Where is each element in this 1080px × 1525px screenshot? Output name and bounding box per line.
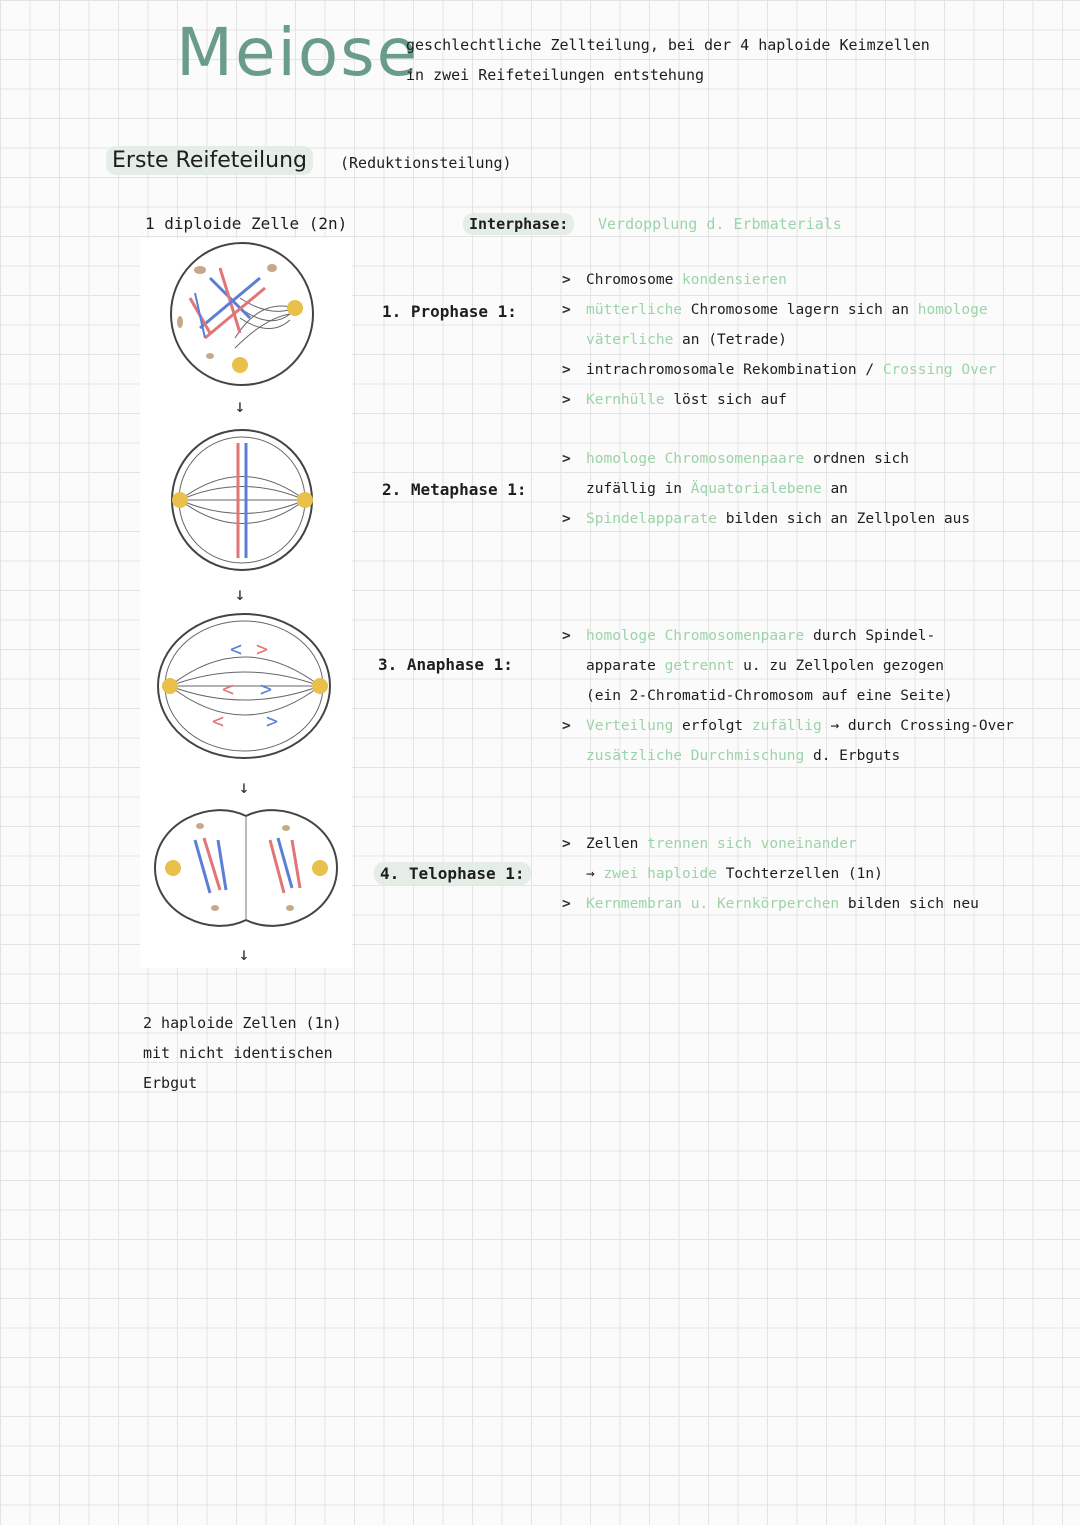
anaphase-cell <box>158 614 330 758</box>
phase-text-fragment: Verteilung <box>586 718 674 734</box>
phase-text-fragment: Zellen <box>586 836 639 852</box>
bullet-arrow: > <box>562 451 571 467</box>
bullet-arrow: > <box>562 362 571 378</box>
phase-text-fragment: getrennt <box>664 658 735 674</box>
svg-text:>: > <box>260 677 273 701</box>
phase-description-line <box>586 628 935 644</box>
bullet-arrow: > <box>562 718 571 734</box>
phase-text-fragment: Chromosome <box>586 272 674 288</box>
phase-text-fragment: → <box>586 866 595 882</box>
phase-text-fragment: bilden sich neu <box>847 896 979 912</box>
bullet-arrow: > <box>562 272 571 288</box>
result-line-2: mit nicht identischen <box>143 1044 333 1062</box>
phase-text-fragment: homologe Chromosomenpaare <box>586 628 805 644</box>
definition-line-2: in zwei Reifeteilungen entstehung <box>406 66 705 84</box>
prophase-cell <box>171 243 313 385</box>
bullet-arrow: > <box>562 628 571 644</box>
down-arrow-4: ↓ <box>238 944 250 965</box>
meiosis-diagram-svg <box>140 238 352 968</box>
phase-description-line <box>586 481 848 497</box>
svg-text:<: < <box>212 709 225 733</box>
svg-text:<: < <box>230 637 243 661</box>
phase-text-fragment: durch Spindel- <box>812 628 936 644</box>
phase-text-fragment: zwei haploide <box>603 866 717 882</box>
phase-text-fragment: bilden sich an Zellpolen aus <box>725 511 971 527</box>
phase-text-fragment: zufällig in <box>586 481 683 497</box>
phase-text-fragment: an <box>830 481 848 497</box>
phase-description-line <box>586 272 787 288</box>
phase-text-fragment: kondensieren <box>682 272 787 288</box>
down-arrow-3: ↓ <box>238 777 250 798</box>
phase-description-line <box>586 836 857 852</box>
phase-description-line <box>586 332 787 348</box>
phase-label-metaphase: 2. Metaphase 1: <box>382 480 527 499</box>
phase-text-fragment: mütterliche <box>586 302 683 318</box>
bullet-arrow: > <box>562 392 571 408</box>
phase-text-fragment: trennen sich voneinander <box>647 836 857 852</box>
phase-description-line <box>586 392 787 408</box>
phase-text-fragment: zufällig <box>751 718 822 734</box>
phase-text-fragment: homologe <box>917 302 988 318</box>
svg-text:>: > <box>256 637 269 661</box>
phase-text-fragment: (ein 2-Chromatid-Chromosom auf eine Seite) <box>586 688 953 704</box>
phase-text-fragment: Spindelapparate <box>586 511 717 527</box>
phase-text-fragment: Kernmembran u. Kernkörperchen <box>586 896 840 912</box>
phase-description-line <box>586 362 996 378</box>
phase-description-line <box>586 866 883 882</box>
phase-text-fragment: homologe Chromosomenpaare <box>586 451 805 467</box>
phase-text-fragment: löst sich auf <box>673 392 787 408</box>
section-title: Erste Reifeteilung <box>106 146 313 175</box>
phase-text-fragment: Äquatorialebene <box>690 481 822 497</box>
phase-text-fragment: Kernhülle <box>586 392 665 408</box>
phase-text-fragment: intrachromosomale Rekombination / <box>586 362 875 378</box>
meiosis-diagram <box>140 238 352 968</box>
phase-text-fragment: väterliche <box>586 332 674 348</box>
bullet-arrow: > <box>562 836 571 852</box>
phase-text-fragment: an (Tetrade) <box>682 332 787 348</box>
svg-text:<: < <box>222 677 235 701</box>
section-subtitle: (Reduktionsteilung) <box>340 154 512 172</box>
phase-description-line <box>586 896 979 912</box>
phase-text-fragment: ordnen sich <box>812 451 910 467</box>
result-line-3: Erbgut <box>143 1074 198 1092</box>
bullet-arrow: > <box>562 511 571 527</box>
phase-description-line <box>586 511 970 527</box>
phase-text-fragment: u. zu Zellpolen gezogen <box>743 658 944 674</box>
svg-text:>: > <box>266 709 279 733</box>
phase-text-fragment: Tochterzellen (1n) <box>725 866 883 882</box>
phase-label-telophase: 4. Telophase 1: <box>374 862 531 885</box>
phase-text-fragment: erfolgt <box>682 718 744 734</box>
telophase-cell <box>155 810 337 926</box>
down-arrow-1: ↓ <box>234 396 246 417</box>
definition-line-1: geschlechtliche Zellteilung, bei der 4 haploide Keimzellen <box>406 36 930 54</box>
down-arrow-2: ↓ <box>234 584 246 605</box>
page-title: Meiose <box>176 14 420 91</box>
result-line-1: 2 haploide Zellen (1n) <box>143 1014 342 1032</box>
diploid-cell-label: 1 diploide Zelle (2n) <box>145 214 348 233</box>
phase-text-fragment: d. Erbguts <box>812 748 901 764</box>
phase-label-prophase: 1. Prophase 1: <box>382 302 517 321</box>
phase-description-line <box>586 302 988 318</box>
bullet-arrow: > <box>562 896 571 912</box>
phase-description-line <box>586 688 953 704</box>
phase-text-fragment: Chromosome lagern sich an <box>690 302 910 318</box>
phase-description-line <box>586 451 909 467</box>
phase-label-anaphase: 3. Anaphase 1: <box>378 655 513 674</box>
interphase-label: Interphase: <box>463 213 574 235</box>
phase-text-fragment: Crossing Over <box>882 362 997 378</box>
metaphase-cell <box>172 430 313 570</box>
phase-description-line <box>586 748 900 764</box>
interphase-text: Verdopplung d. Erbmaterials <box>598 215 842 233</box>
phase-description-line <box>586 718 1014 734</box>
phase-text-fragment: zusätzliche Durchmischung <box>586 748 805 764</box>
phase-text-fragment: apparate <box>586 658 656 674</box>
bullet-arrow: > <box>562 302 571 318</box>
phase-description-line <box>586 658 944 674</box>
phase-text-fragment: → durch Crossing-Over <box>830 718 1014 734</box>
